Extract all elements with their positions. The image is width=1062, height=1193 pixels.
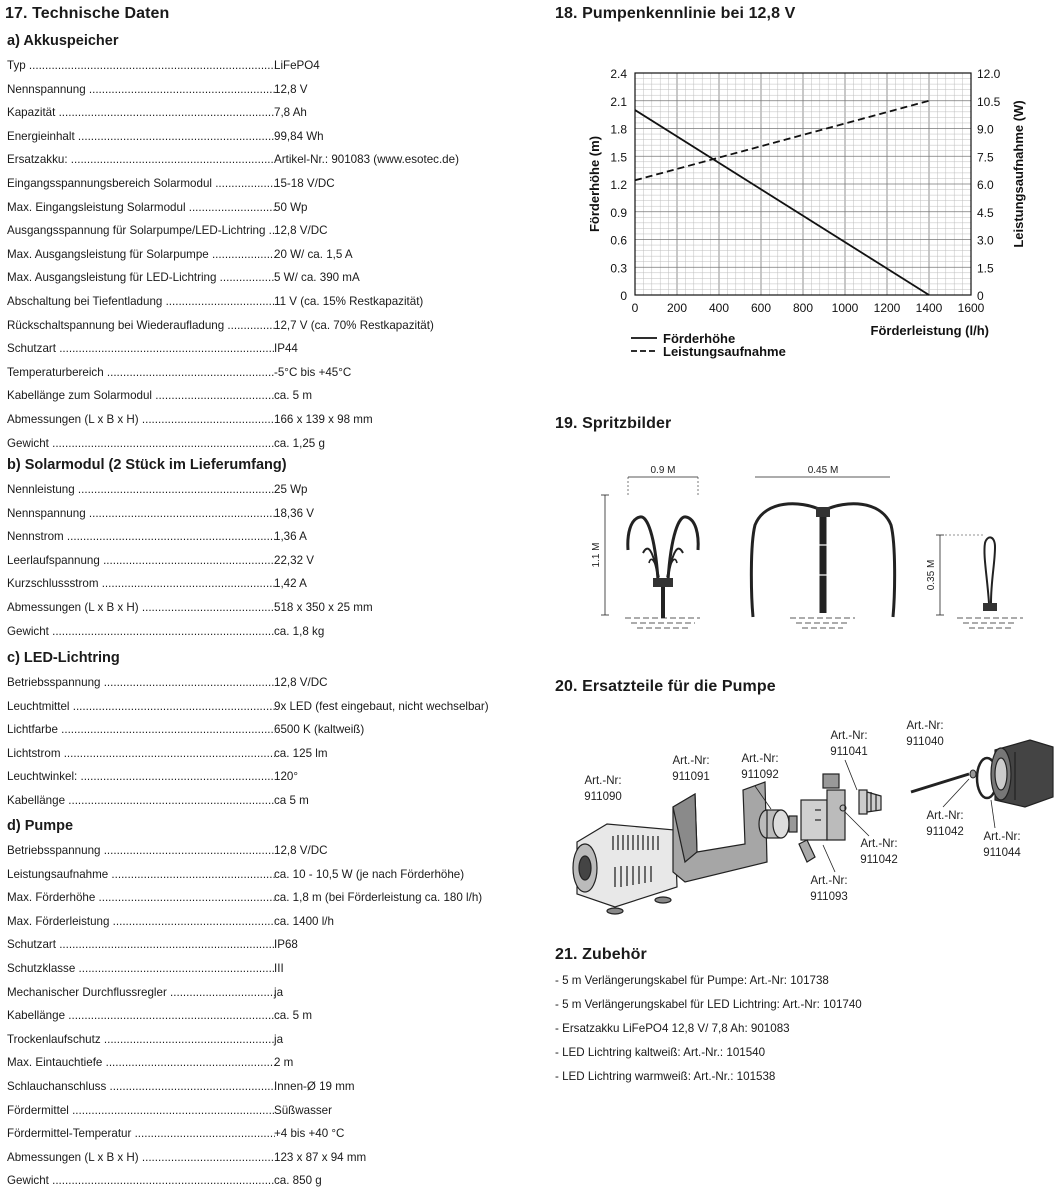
accessory-item: - LED Lichtring warmweiß: Art.-Nr.: 101538 [555, 1070, 776, 1083]
y2-axis-label: Leistungsaufnahme (W) [1011, 100, 1026, 248]
spec-value: 2 m [274, 1056, 294, 1070]
pump-curve-chart [585, 55, 1055, 365]
spec-label: Ausgangsspannung für Solarpumpe/LED-Lichtring ..... [7, 221, 275, 241]
spec-label: Abmessungen (L x B x H) ..... [7, 410, 275, 430]
x-tick-label: 1000 [831, 301, 859, 315]
spec-label: Temperaturbereich ..... [7, 363, 275, 383]
impeller-part [859, 790, 881, 814]
y-tick-label: 1.8 [610, 122, 627, 137]
spec-row [7, 198, 527, 218]
spec-row [7, 1124, 527, 1144]
spray-2-width-label: 0.45 M [807, 465, 839, 476]
spec-row [7, 221, 527, 241]
spec-row [7, 598, 527, 618]
spec-value: ca. 1,8 kg [274, 624, 325, 638]
spec-value: ca. 10 - 10,5 W (je nach Förderhöhe) [274, 867, 465, 881]
accessory-item: - Ersatzakku LiFePO4 12,8 V/ 7,8 Ah: 901083 [555, 1022, 790, 1035]
spec-label: Gewicht ..... [7, 622, 275, 642]
spray-3-height-label: 0.35 M [926, 559, 937, 591]
spec-row [7, 103, 527, 123]
spec-label: Rückschaltspannung bei Wiederaufladung ..... [7, 316, 275, 336]
spec-value: 99,84 Wh [274, 129, 324, 143]
spec-row [7, 673, 527, 693]
spec-row [7, 127, 527, 147]
spec-row [7, 1006, 527, 1026]
spec-label: Schutzart ..... [7, 935, 275, 955]
spec-row [7, 268, 527, 288]
spec-label: Abschaltung bei Tiefentladung ..... [7, 292, 275, 312]
subsection-title: d) Pumpe [7, 818, 74, 834]
spec-value: 7,8 Ah [274, 106, 307, 120]
pump-housing-part [573, 824, 677, 914]
pump-head-part [991, 740, 1053, 807]
spec-label: Kabellänge ..... [7, 1006, 275, 1026]
accessory-item: - 5 m Verlängerungskabel für Pumpe: Art.-Nr: 101738 [555, 974, 829, 987]
x-tick-label: 600 [750, 301, 772, 315]
spec-value: Innen-Ø 19 mm [274, 1080, 355, 1093]
spec-row [7, 434, 527, 454]
spec-row [7, 292, 527, 312]
spec-value: ca. 1,8 m (bei Förderleistung ca. 180 l/h) [274, 891, 483, 905]
y2-tick-label: 3.0 [977, 233, 994, 248]
spec-value: 12,8 V/DC [274, 676, 328, 689]
spec-label: Lichtstrom ..... [7, 744, 275, 764]
spec-label: Fördermittel-Temperatur ..... [7, 1124, 275, 1144]
spec-value: 12,8 V [274, 82, 308, 96]
spec-label: Abmessungen (L x B x H) ..... [7, 1148, 275, 1168]
spec-row [7, 983, 527, 1003]
spec-value: ca. 125 lm [274, 746, 328, 760]
spec-label: Schlauchanschluss ..... [7, 1077, 275, 1097]
y2-tick-label: 6.0 [977, 178, 994, 192]
spec-row [7, 767, 527, 787]
spec-label: Typ ..... [7, 56, 275, 76]
x-tick-label: 800 [792, 301, 814, 315]
spec-value: 25 Wp [274, 483, 308, 496]
spec-label: Nennspannung ..... [7, 504, 275, 524]
accessory-item: - LED Lichtring kaltweiß: Art.-Nr.: 101540 [555, 1046, 766, 1059]
spec-row [7, 841, 527, 861]
section-title-spare-parts: 20. Ersatzteile für die Pumpe [555, 678, 776, 695]
y-tick-label: 2.1 [610, 94, 627, 109]
spec-row [7, 1053, 527, 1073]
spec-value: 22,32 V [274, 553, 314, 567]
spec-label: Max. Förderhöhe ..... [7, 888, 275, 908]
impeller-cover-part [759, 810, 797, 838]
spec-value: ca. 5 m [274, 389, 313, 403]
y2-tick-label: 4.5 [977, 205, 994, 220]
foam-filter-part [673, 782, 767, 882]
spec-row [7, 504, 527, 524]
spec-label: Schutzart ..... [7, 339, 275, 359]
spec-value: ca. 1,25 g [274, 436, 325, 450]
spec-row [7, 865, 527, 885]
spec-label: Energieinhalt ..... [7, 127, 275, 147]
subsection-title: a) Akkuspeicher [7, 33, 119, 49]
section-title-spray-patterns: 19. Spritzbilder [555, 415, 672, 432]
spec-row [7, 622, 527, 642]
spec-value: LiFePO4 [274, 59, 320, 72]
spec-value: Artikel-Nr.: 901083 (www.esotec.de) [274, 153, 459, 167]
spec-label: Kabellänge ..... [7, 791, 275, 811]
y2-tick-label: 9.0 [977, 122, 994, 137]
spec-value: 166 x 139 x 98 mm [274, 413, 373, 426]
spec-value: 5 W/ ca. 390 mA [274, 271, 360, 285]
spec-label: Leuchtwinkel: ..... [7, 767, 275, 787]
y-tick-label: 2.4 [610, 67, 627, 81]
section-title-technical-data: 17. Technische Daten [5, 5, 170, 22]
spec-value: +4 bis +40 °C [274, 1127, 345, 1141]
spec-value: 50 Wp [274, 200, 308, 214]
spec-value: IP44 [274, 342, 298, 356]
spec-value: 12,8 V/DC [274, 844, 328, 857]
spec-label: Max. Eintauchtiefe ..... [7, 1053, 275, 1073]
series-line-1 [635, 101, 929, 181]
spray-pattern-3 [936, 535, 1023, 628]
x-axis-label: Förderleistung (l/h) [870, 323, 989, 338]
part-label-911092: Art.-Nr: 911092 [741, 753, 779, 781]
spec-row [7, 150, 527, 170]
spec-label: Fördermittel ..... [7, 1101, 275, 1121]
spec-label: Max. Förderleistung ..... [7, 912, 275, 932]
y-tick-label: 0.3 [610, 261, 627, 276]
spec-row [7, 959, 527, 979]
spec-row [7, 1077, 527, 1097]
spec-value: ja [274, 1032, 284, 1046]
y2-tick-label: 12.0 [977, 67, 1001, 81]
part-label-911091: Art.-Nr: 911091 [672, 755, 710, 783]
shaft-part [911, 774, 969, 792]
spec-label: Trockenlaufschutz ..... [7, 1030, 275, 1050]
legend-label: Förderhöhe [663, 331, 736, 346]
spec-label: Kabellänge zum Solarmodul ..... [7, 386, 275, 406]
spec-label: Kapazität ..... [7, 103, 275, 123]
part-label-911090: Art.-Nr: 911090 [584, 775, 622, 803]
part-label-911042-b: Art.-Nr: 911042 [926, 810, 964, 838]
spec-label: Nennleistung ..... [7, 480, 275, 500]
spec-row [7, 527, 527, 547]
spec-value: 11 V (ca. 15% Restkapazität) [274, 295, 424, 308]
spec-value: 20 W/ ca. 1,5 A [274, 247, 353, 261]
spec-row [7, 316, 527, 336]
spec-row [7, 174, 527, 194]
spec-value: ca. 850 g [274, 1174, 322, 1188]
spec-value: 9x LED (fest eingebaut, nicht wechselbar) [274, 699, 489, 713]
spec-label: Leuchtmittel ..... [7, 697, 275, 717]
y-tick-label: 0.6 [610, 233, 627, 248]
spec-label: Leistungsaufnahme ..... [7, 865, 275, 885]
spec-value: ca. 5 m [274, 1009, 313, 1023]
spec-label: Gewicht ..... [7, 1171, 275, 1191]
spec-value: 1,42 A [274, 577, 307, 591]
y-tick-label: 1.2 [610, 178, 627, 192]
part-label-911041: Art.-Nr: 911041 [830, 730, 868, 758]
x-tick-label: 400 [708, 301, 730, 315]
spec-row [7, 720, 527, 740]
spec-value: 12,8 V/DC [274, 224, 328, 238]
spec-label: Max. Eingangsleistung Solarmodul ..... [7, 198, 275, 218]
spec-row [7, 1030, 527, 1050]
spec-label: Gewicht ..... [7, 434, 275, 454]
spec-value: ca. 1400 l/h [274, 914, 334, 928]
spray-pattern-1 [601, 477, 700, 628]
spec-row [7, 744, 527, 764]
spec-value: ja [274, 985, 284, 999]
spec-label: Ersatzakku: ..... [7, 150, 275, 170]
spec-label: Abmessungen (L x B x H) ..... [7, 598, 275, 618]
spec-value: Süßwasser [274, 1103, 332, 1117]
spec-row [7, 1148, 527, 1168]
spec-value: 15-18 V/DC [274, 177, 335, 190]
spec-value: 12,7 V (ca. 70% Restkapazität) [274, 318, 434, 332]
spec-label: Betriebsspannung ..... [7, 673, 275, 693]
spec-value: ca 5 m [274, 794, 309, 807]
section-title-pump-curve: 18. Pumpenkennlinie bei 12,8 V [555, 5, 796, 22]
spec-row [7, 56, 527, 76]
spec-value: 518 x 350 x 25 mm [274, 601, 373, 614]
spec-row [7, 574, 527, 594]
spec-label: Leerlaufspannung ..... [7, 551, 275, 571]
spec-row [7, 551, 527, 571]
spec-label: Lichtfarbe ..... [7, 720, 275, 740]
spec-row [7, 386, 527, 406]
y-tick-label: 0 [620, 289, 627, 303]
spec-value: 6500 K (kaltweiß) [274, 723, 365, 737]
spec-label: Schutzklasse ..... [7, 959, 275, 979]
y-axis-label: Förderhöhe (m) [587, 135, 602, 233]
spray-1-width-label: 0.9 M [650, 465, 676, 476]
y2-tick-label: 1.5 [977, 261, 994, 276]
spec-row [7, 480, 527, 500]
spec-label: Kurzschlussstrom ..... [7, 574, 275, 594]
y2-tick-label: 0 [977, 289, 984, 303]
spec-label: Eingangsspannungsbereich Solarmodul ..... [7, 174, 275, 194]
spec-label: Betriebsspannung ..... [7, 841, 275, 861]
legend-label: Leistungsaufnahme [663, 344, 786, 359]
motor-unit-part [799, 774, 845, 862]
part-label-911040: Art.-Nr: 911040 [906, 720, 944, 748]
y-tick-label: 1.5 [610, 150, 627, 165]
spec-value: 1,36 A [274, 530, 307, 544]
spray-patterns-illustration [585, 455, 1055, 640]
x-tick-label: 200 [666, 301, 688, 315]
spray-1-height-label: 1.1 M [591, 542, 602, 568]
spec-value: 120° [274, 770, 298, 784]
y2-tick-label: 7.5 [977, 150, 994, 165]
spray-pattern-2 [751, 477, 894, 628]
spec-label: Nennstrom ..... [7, 527, 275, 547]
spec-row [7, 791, 527, 811]
part-label-911044: Art.-Nr: 911044 [983, 831, 1021, 859]
spec-value: 123 x 87 x 94 mm [274, 1150, 367, 1164]
spec-row [7, 697, 527, 717]
spec-label: Nennspannung ..... [7, 80, 275, 100]
spec-value: IP68 [274, 938, 298, 952]
x-tick-label: 1200 [873, 301, 901, 315]
x-tick-label: 1400 [915, 301, 943, 315]
spec-row [7, 935, 527, 955]
y-tick-label: 0.9 [610, 205, 627, 220]
spec-row [7, 888, 527, 908]
spare-parts-illustration [555, 712, 1060, 932]
spec-value: -5°C bis +45°C [274, 365, 352, 379]
spec-label: Mechanischer Durchflussregler ..... [7, 983, 275, 1003]
y2-tick-label: 10.5 [977, 94, 1001, 109]
spec-row [7, 410, 527, 430]
subsection-title: c) LED-Lichtring [7, 650, 120, 666]
spec-value: III [274, 962, 284, 975]
spec-row [7, 912, 527, 932]
part-label-911042-a: Art.-Nr: 911042 [860, 838, 898, 866]
part-label-911093: Art.-Nr: 911093 [810, 875, 848, 903]
section-title-accessories: 21. Zubehör [555, 946, 647, 963]
x-tick-label: 1600 [957, 301, 985, 315]
x-tick-label: 0 [631, 301, 639, 315]
spec-row [7, 1171, 527, 1191]
spec-row [7, 80, 527, 100]
spec-row [7, 1101, 527, 1121]
spec-row [7, 245, 527, 265]
subsection-title: b) Solarmodul (2 Stück im Lieferumfang) [7, 457, 287, 473]
accessory-item: - 5 m Verlängerungskabel für LED Lichtring: Art.-Nr: 101740 [555, 998, 862, 1011]
spec-row [7, 339, 527, 359]
spec-label: Max. Ausgangsleistung für LED-Lichtring ..... [7, 268, 275, 288]
spec-row [7, 363, 527, 383]
spec-label: Max. Ausgangsleistung für Solarpumpe ..... [7, 245, 275, 265]
bearing-part [970, 770, 976, 778]
spec-value: 18,36 V [274, 506, 314, 520]
